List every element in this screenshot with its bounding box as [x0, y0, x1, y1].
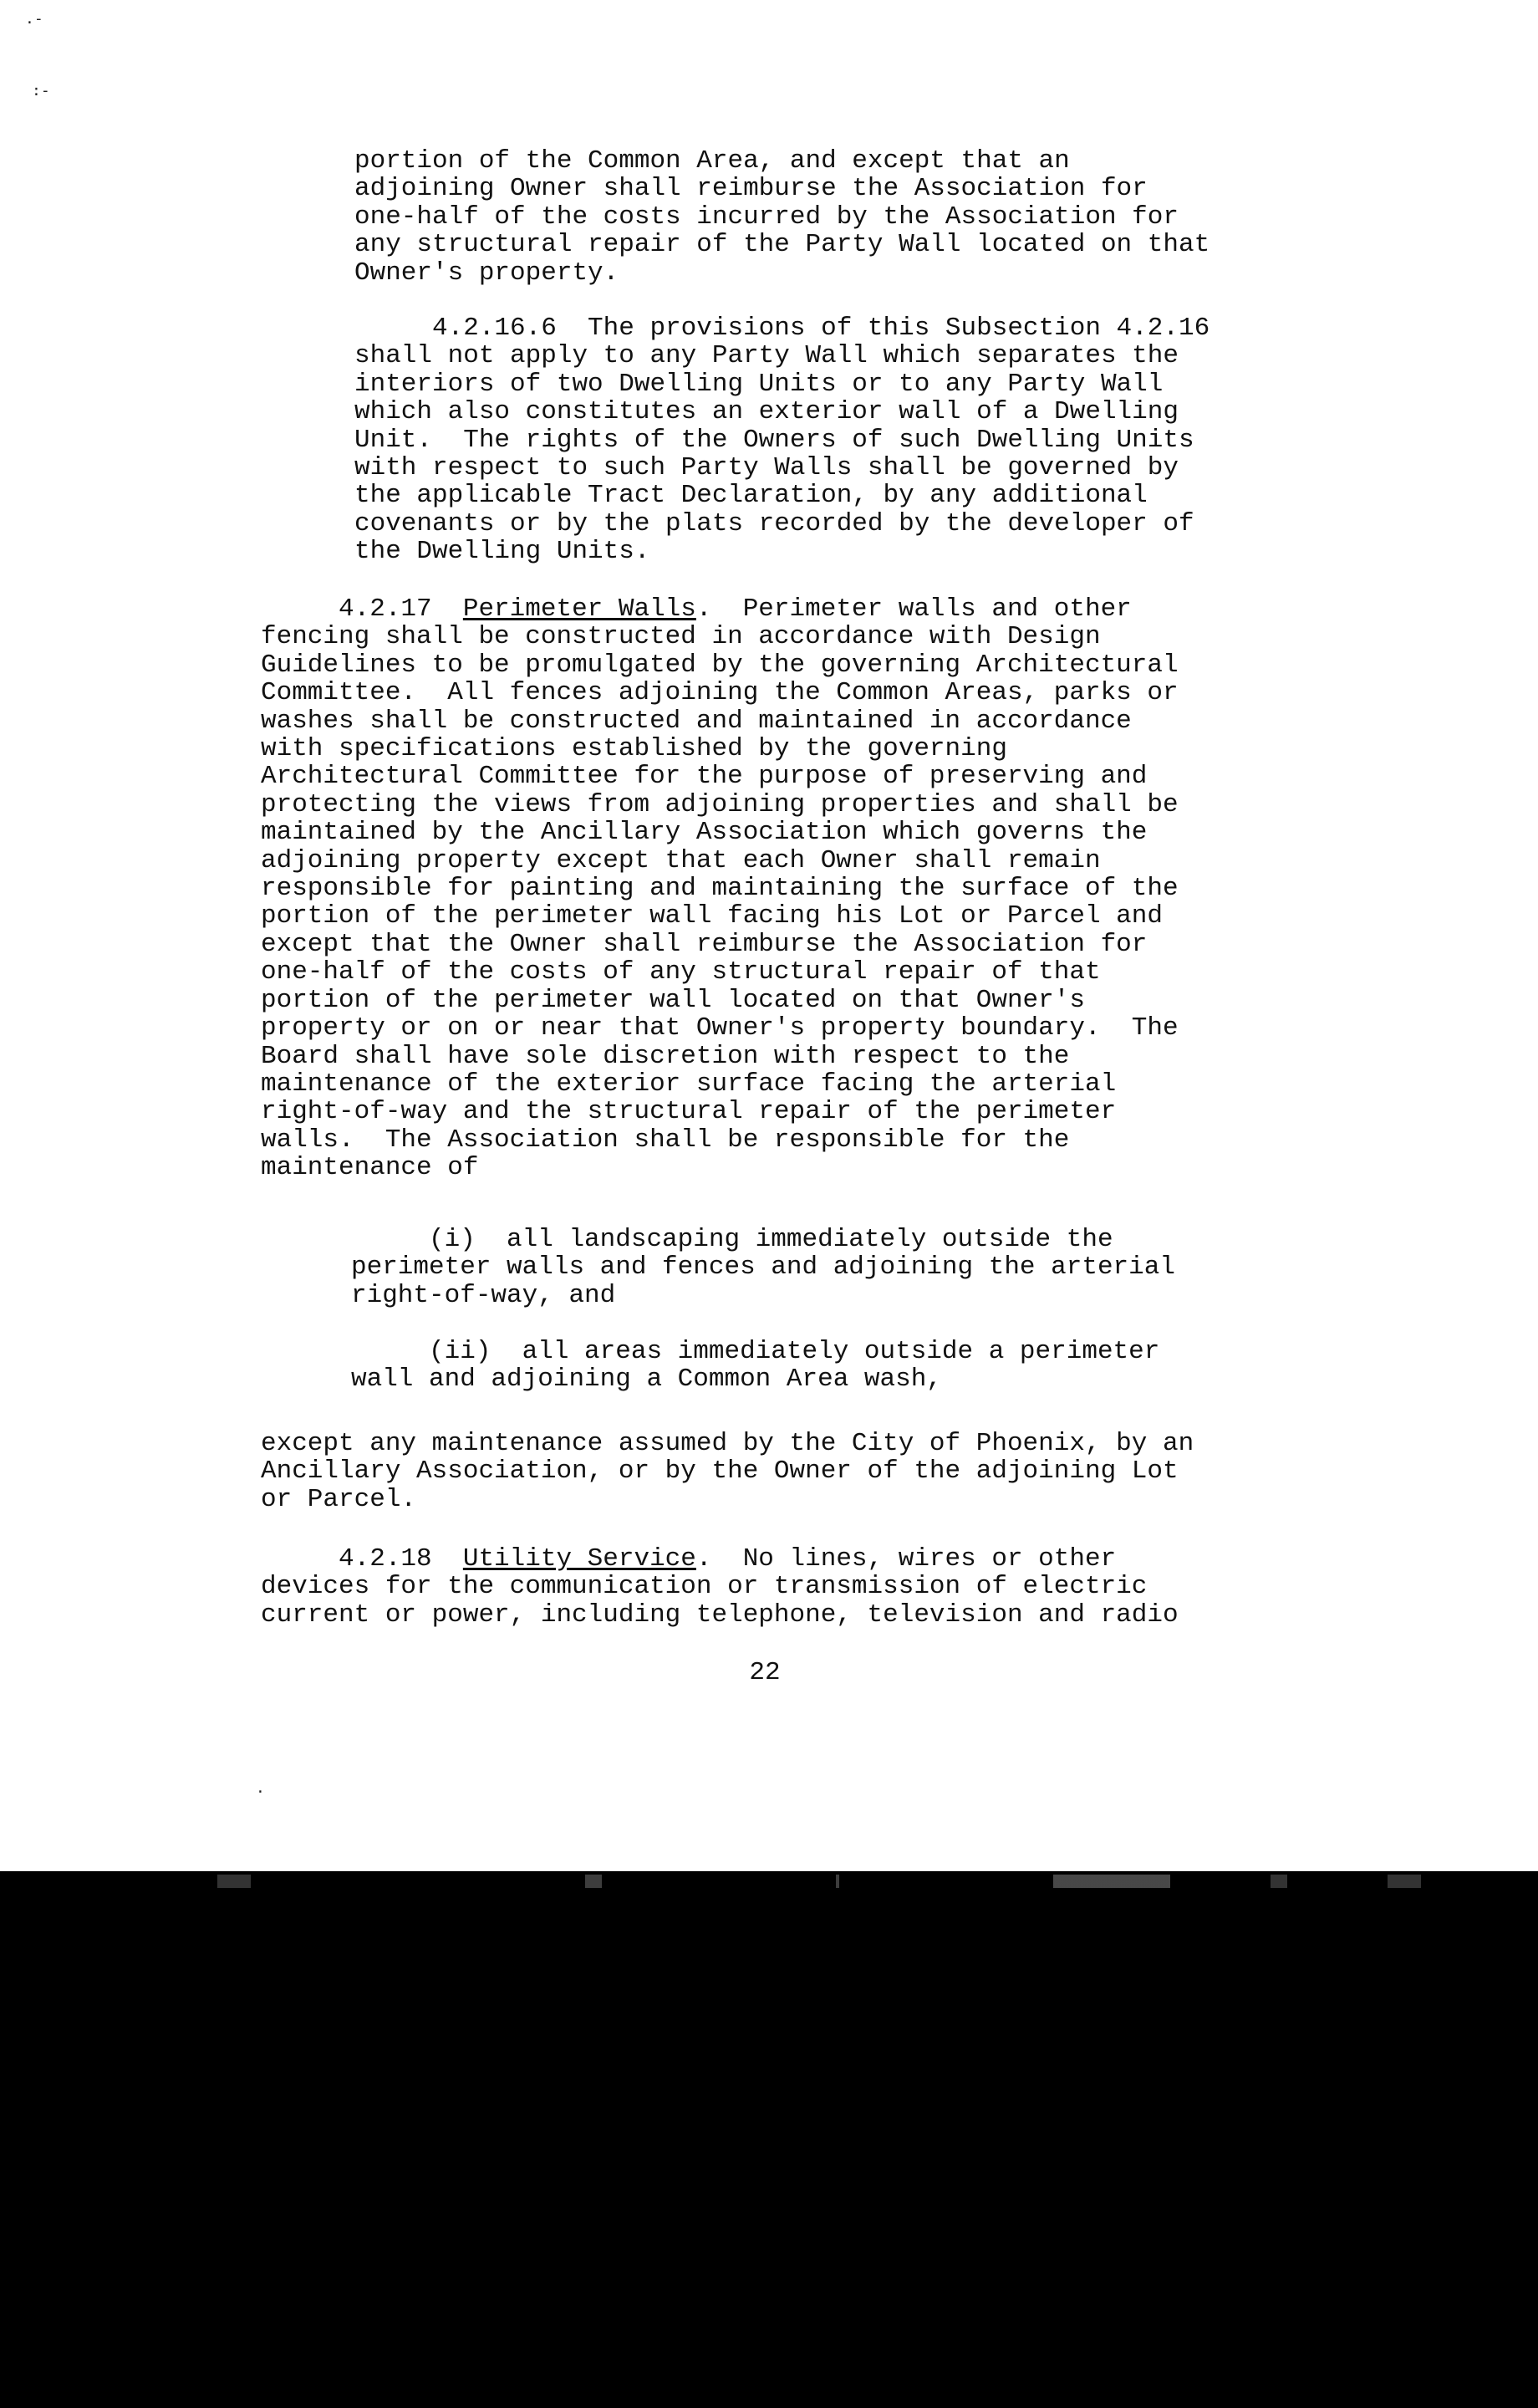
text-line: portion of the perimeter wall located on that Owner's — [261, 985, 1085, 1015]
text-line: right-of-way, and — [351, 1280, 616, 1310]
text-line: washes shall be constructed and maintained in accordance — [261, 706, 1132, 736]
list-item-i — [351, 1226, 1175, 1309]
paragraph-except-clause — [261, 1430, 1194, 1513]
text-line: protecting the views from adjoining properties and shall be — [261, 789, 1179, 819]
text-line: the Dwelling Units. — [354, 537, 650, 567]
paragraph-4-2-17-perimeter-walls — [261, 595, 1179, 1182]
text-line: one-half of the costs of any structural repair of that — [261, 957, 1101, 987]
text-line: one-half of the costs incurred by the Association for — [354, 202, 1179, 232]
text-line: with specifications established by the governing — [261, 734, 1007, 764]
text-line: the applicable Tract Declaration, by any additional — [354, 481, 1148, 511]
text-line: (ii) all areas immediately outside a perimeter — [351, 1337, 1160, 1366]
text-line: Committee. All fences adjoining the Common Areas, parks or — [261, 678, 1179, 708]
text-line: covenants or by the plats recorded by the developer of — [354, 508, 1194, 538]
text-line: except any maintenance assumed by the City of Phoenix, by an — [261, 1429, 1194, 1458]
text-line: fencing shall be constructed in accordance with Design — [261, 622, 1101, 652]
text-line: except that the Owner shall reimburse the Association for — [261, 929, 1148, 959]
text-line: Ancillary Association, or by the Owner of the adjoining Lot — [261, 1457, 1179, 1487]
text-line: portion of the perimeter wall facing his Lot or Parcel and — [261, 901, 1163, 931]
text-line: . No lines, wires or other — [695, 1544, 1117, 1574]
text-line: perimeter walls and fences and adjoining the arterial — [351, 1252, 1175, 1283]
text-line: walls. The Association shall be responsible for the — [261, 1125, 1070, 1155]
text-line: with respect to such Party Walls shall be governed by — [354, 453, 1179, 483]
text-line: 4.2.16.6 The provisions of this Subsection 4.2.16 — [354, 314, 1210, 343]
text-line: wall and adjoining a Common Area wash, — [351, 1365, 942, 1395]
paragraph-4-2-18-utility-service — [261, 1545, 1179, 1629]
text-line: Guidelines to be promulgated by the governing Architectural — [261, 650, 1179, 680]
text-line: maintenance of — [261, 1153, 479, 1183]
list-item-ii — [351, 1338, 1159, 1394]
text-line: Board shall have sole discretion with respect to the — [261, 1041, 1070, 1071]
margin-mark: . — [256, 1779, 265, 1797]
section-number: 4.2.17 — [261, 594, 463, 624]
text-line: portion of the Common Area, and except that an — [354, 146, 1070, 176]
text-line: devices for the communication or transmission of electric — [261, 1572, 1148, 1602]
text-line: which also constitutes an exterior wall of a Dwelling — [354, 397, 1179, 427]
text-line: any structural repair of the Party Wall located on that — [354, 230, 1210, 260]
scan-noise — [0, 1875, 1538, 1888]
text-line: current or power, including telephone, television and radio — [261, 1599, 1179, 1630]
margin-mark: :- — [32, 82, 50, 99]
text-line: Unit. The rights of the Owners of such Dwelling Units — [354, 425, 1194, 455]
text-line: Architectural Committee for the purpose of preserving and — [261, 762, 1148, 792]
text-line: shall not apply to any Party Wall which separates the — [354, 341, 1179, 371]
text-line: (i) all landscaping immediately outside the — [351, 1225, 1113, 1254]
page-number: 22 — [749, 1658, 781, 1687]
section-heading: Perimeter Walls — [462, 594, 696, 624]
text-line: right-of-way and the structural repair of the perimeter — [261, 1097, 1117, 1127]
margin-mark: .- — [25, 10, 43, 28]
paragraph-party-wall-reimbursement — [354, 147, 1210, 287]
text-line: . Perimeter walls and other — [695, 594, 1132, 624]
text-line: adjoining Owner shall reimburse the Association for — [354, 174, 1148, 204]
paragraph-4-2-16-6 — [354, 314, 1210, 566]
section-number: 4.2.18 — [261, 1544, 463, 1574]
text-line: interiors of two Dwelling Units or to any Party Wall — [354, 369, 1164, 399]
text-line: adjoining property except that each Owner shall remain — [261, 845, 1101, 875]
scan-black-area — [0, 1871, 1538, 2408]
section-heading: Utility Service — [462, 1544, 696, 1574]
text-line: Owner's property. — [354, 258, 619, 288]
text-line: or Parcel. — [261, 1484, 417, 1514]
text-line: maintained by the Ancillary Association which governs the — [261, 818, 1148, 848]
text-line: maintenance of the exterior surface facing the arterial — [261, 1069, 1117, 1099]
text-line: property or on or near that Owner's property boundary. The — [261, 1013, 1179, 1043]
text-line: responsible for painting and maintaining the surface of the — [261, 874, 1179, 904]
